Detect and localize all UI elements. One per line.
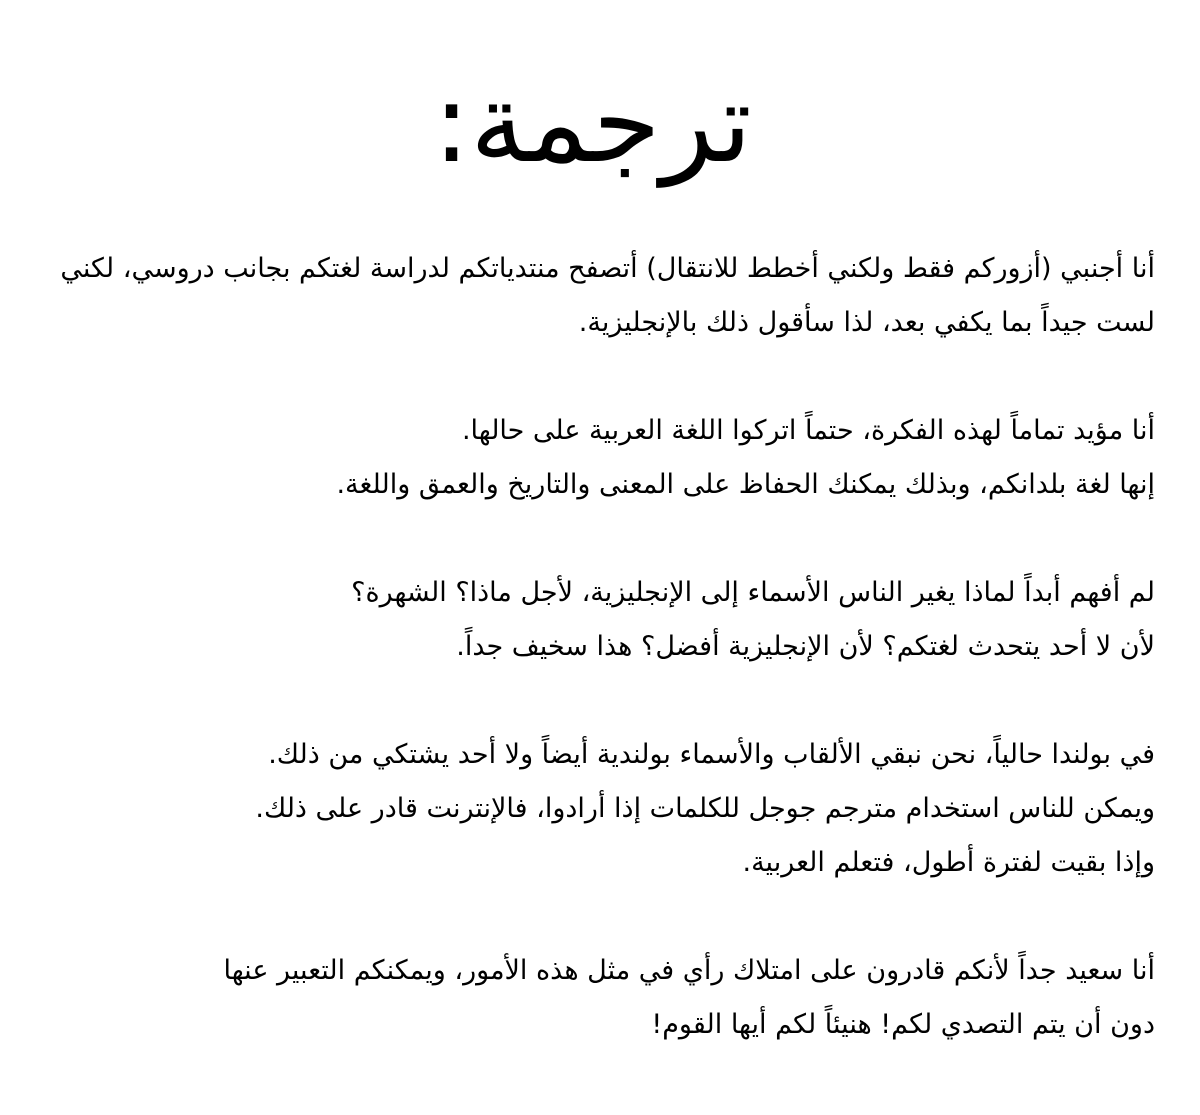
text-line: إنها لغة بلدانكم، وبذلك يمكنك الحفاظ على المعنى والتاريخ والعمق واللغة.	[336, 469, 1155, 500]
paragraph-1	[30, 242, 1155, 350]
paragraph-3	[30, 566, 1155, 674]
page-title: ترجمة:	[433, 59, 752, 187]
paragraph-4	[30, 728, 1155, 890]
text-line: لم أفهم أبداً لماذا يغير الناس الأسماء إلى الإنجليزية، لأجل ماذا؟ الشهرة؟	[351, 577, 1155, 608]
paragraph-2	[30, 404, 1155, 512]
text-line: أنا سعيد جداً لأنكم قادرون على امتلاك رأي في مثل هذه الأمور، ويمكنكم التعبير عنها	[223, 955, 1155, 986]
document-page	[30, 0, 1155, 1115]
text-line: وإذا بقيت لفترة أطول، فتعلم العربية.	[742, 847, 1155, 878]
translation-body	[30, 242, 1155, 1052]
paragraph-5	[30, 944, 1155, 1052]
text-line: لست جيداً بما يكفي بعد، لذا سأقول ذلك بالإنجليزية.	[578, 307, 1155, 338]
text-line: أنا أجنبي (أزوركم فقط ولكني أخطط للانتقال) أتصفح منتدياتكم لدراسة لغتكم بجانب دروسي، لكني	[60, 253, 1155, 284]
text-line: ويمكن للناس استخدام مترجم جوجل للكلمات إذا أرادوا، فالإنترنت قادر على ذلك.	[255, 793, 1155, 824]
text-line: لأن لا أحد يتحدث لغتكم؟ لأن الإنجليزية أفضل؟ هذا سخيف جداً.	[456, 631, 1155, 662]
text-line: أنا مؤيد تماماً لهذه الفكرة، حتماً اتركوا اللغة العربية على حالها.	[461, 415, 1155, 446]
text-line: دون أن يتم التصدي لكم! هنيئاً لكم أيها القوم!	[651, 1009, 1155, 1040]
text-line: في بولندا حالياً، نحن نبقي الألقاب والأسماء بولندية أيضاً ولا أحد يشتكي من ذلك.	[268, 739, 1155, 770]
